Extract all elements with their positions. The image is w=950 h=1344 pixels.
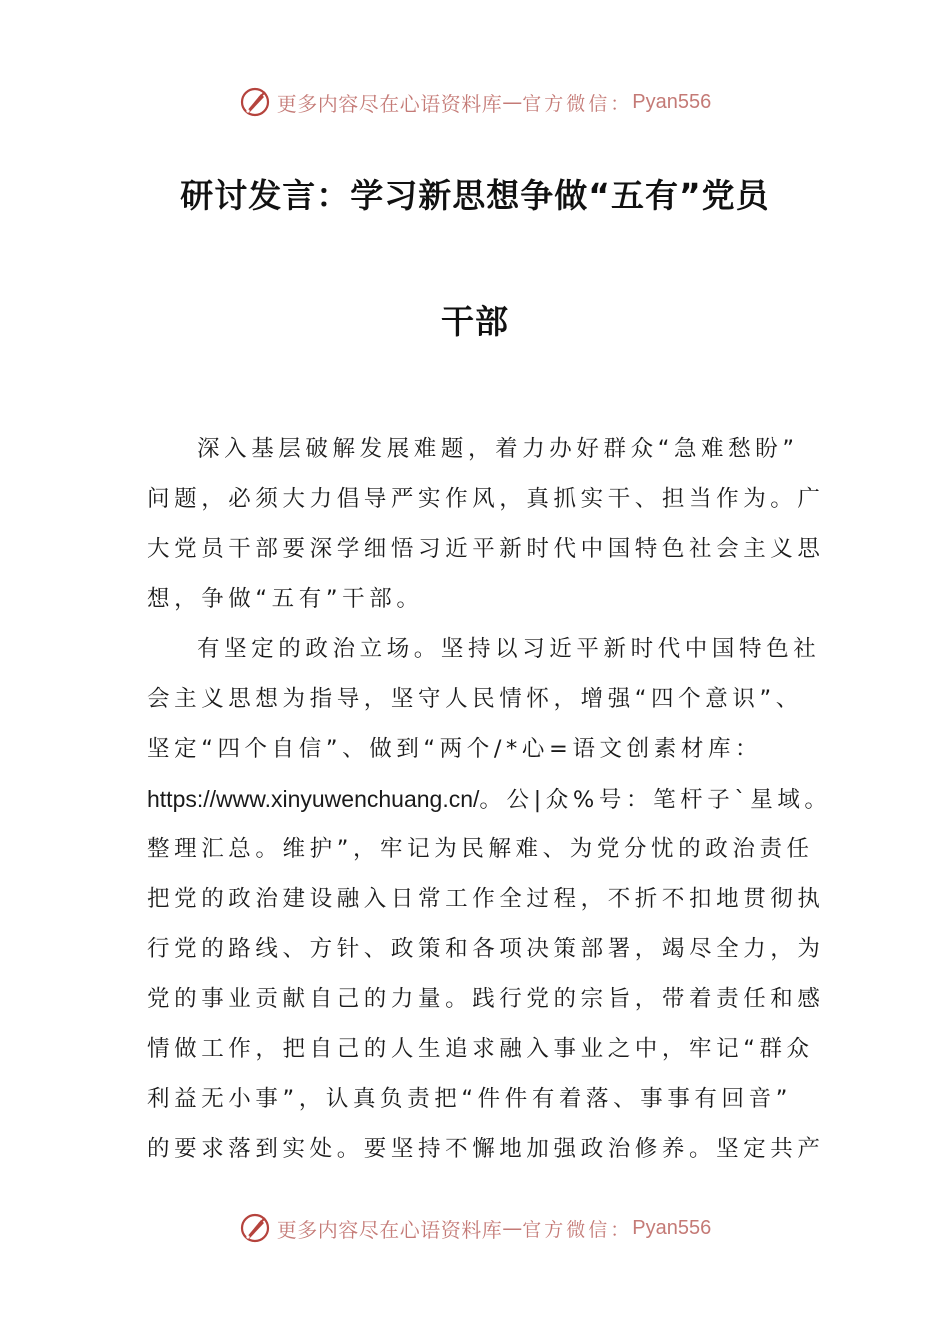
quill-pen-logo-icon <box>239 86 271 118</box>
body-line: 坚定“四个自信”、做到“两个/*心=语文创素材库： <box>147 736 763 762</box>
body-line: 行党的路线、方针、政策和各项决策部署，竭尽全力，为 <box>147 936 825 962</box>
body-line: 整理汇总。维护”，牢记为民解难、为党分忧的政治责任 <box>147 836 814 862</box>
banner-main-text: 更多内容尽在心语资料库 <box>276 1217 503 1242</box>
footer-watermark-banner <box>0 1208 950 1248</box>
document-title-line-2: 干部 <box>441 302 509 341</box>
banner-wechat-id: Pyan556 <box>632 90 712 113</box>
body-line: 大党员干部要深学细悟习近平新时代中国特色社会主义思 <box>147 536 825 562</box>
banner-wechat-label: 官方微信： <box>522 1218 633 1241</box>
body-line: 会主义思想为指导，坚守人民情怀，增强“四个意识”、 <box>147 686 803 712</box>
banner-separator: — <box>502 1216 523 1240</box>
body-line: 党的事业贡献自己的力量。践行党的宗旨，带着责任和感 <box>147 986 825 1012</box>
body-line: 想，争做“五有”干部。 <box>147 586 424 612</box>
url-line-rest: 。公|众%号：笔杆子`星域。 <box>479 787 832 813</box>
body-line: 把党的政治建设融入日常工作全过程，不折不扣地贯彻执 <box>147 886 825 912</box>
header-watermark-banner <box>0 82 950 122</box>
banner-main-text: 更多内容尽在心语资料库 <box>276 91 503 116</box>
body-line: 问题，必须大力倡导严实作风，真抓实干、担当作为。广 <box>147 486 825 512</box>
banner-wechat-id: Pyan556 <box>632 1216 712 1239</box>
body-line: 情做工作，把自己的人生追求融入事业之中，牢记“群众 <box>147 1036 814 1062</box>
body-line-url <box>147 784 837 814</box>
body-line: 利益无小事”，认真负责把“件件有着落、事事有回音” <box>147 1086 792 1112</box>
banner-separator: — <box>502 90 523 114</box>
banner-wechat-label: 官方微信： <box>522 92 633 115</box>
body-line: 的要求落到实处。要坚持不懈地加强政治修养。坚定共产 <box>147 1136 825 1162</box>
body-line: 深入基层破解发展难题，着力办好群众“急难愁盼” <box>197 436 799 462</box>
body-line: 有坚定的政治立场。坚持以习近平新时代中国特色社 <box>197 636 821 662</box>
website-url-link[interactable]: https://www.xinyuwenchuang.cn/ <box>147 786 480 812</box>
document-title-line-1: 研讨发言：学习新思想争做“五有”党员 <box>180 176 770 215</box>
quill-pen-logo-icon <box>239 1212 271 1244</box>
